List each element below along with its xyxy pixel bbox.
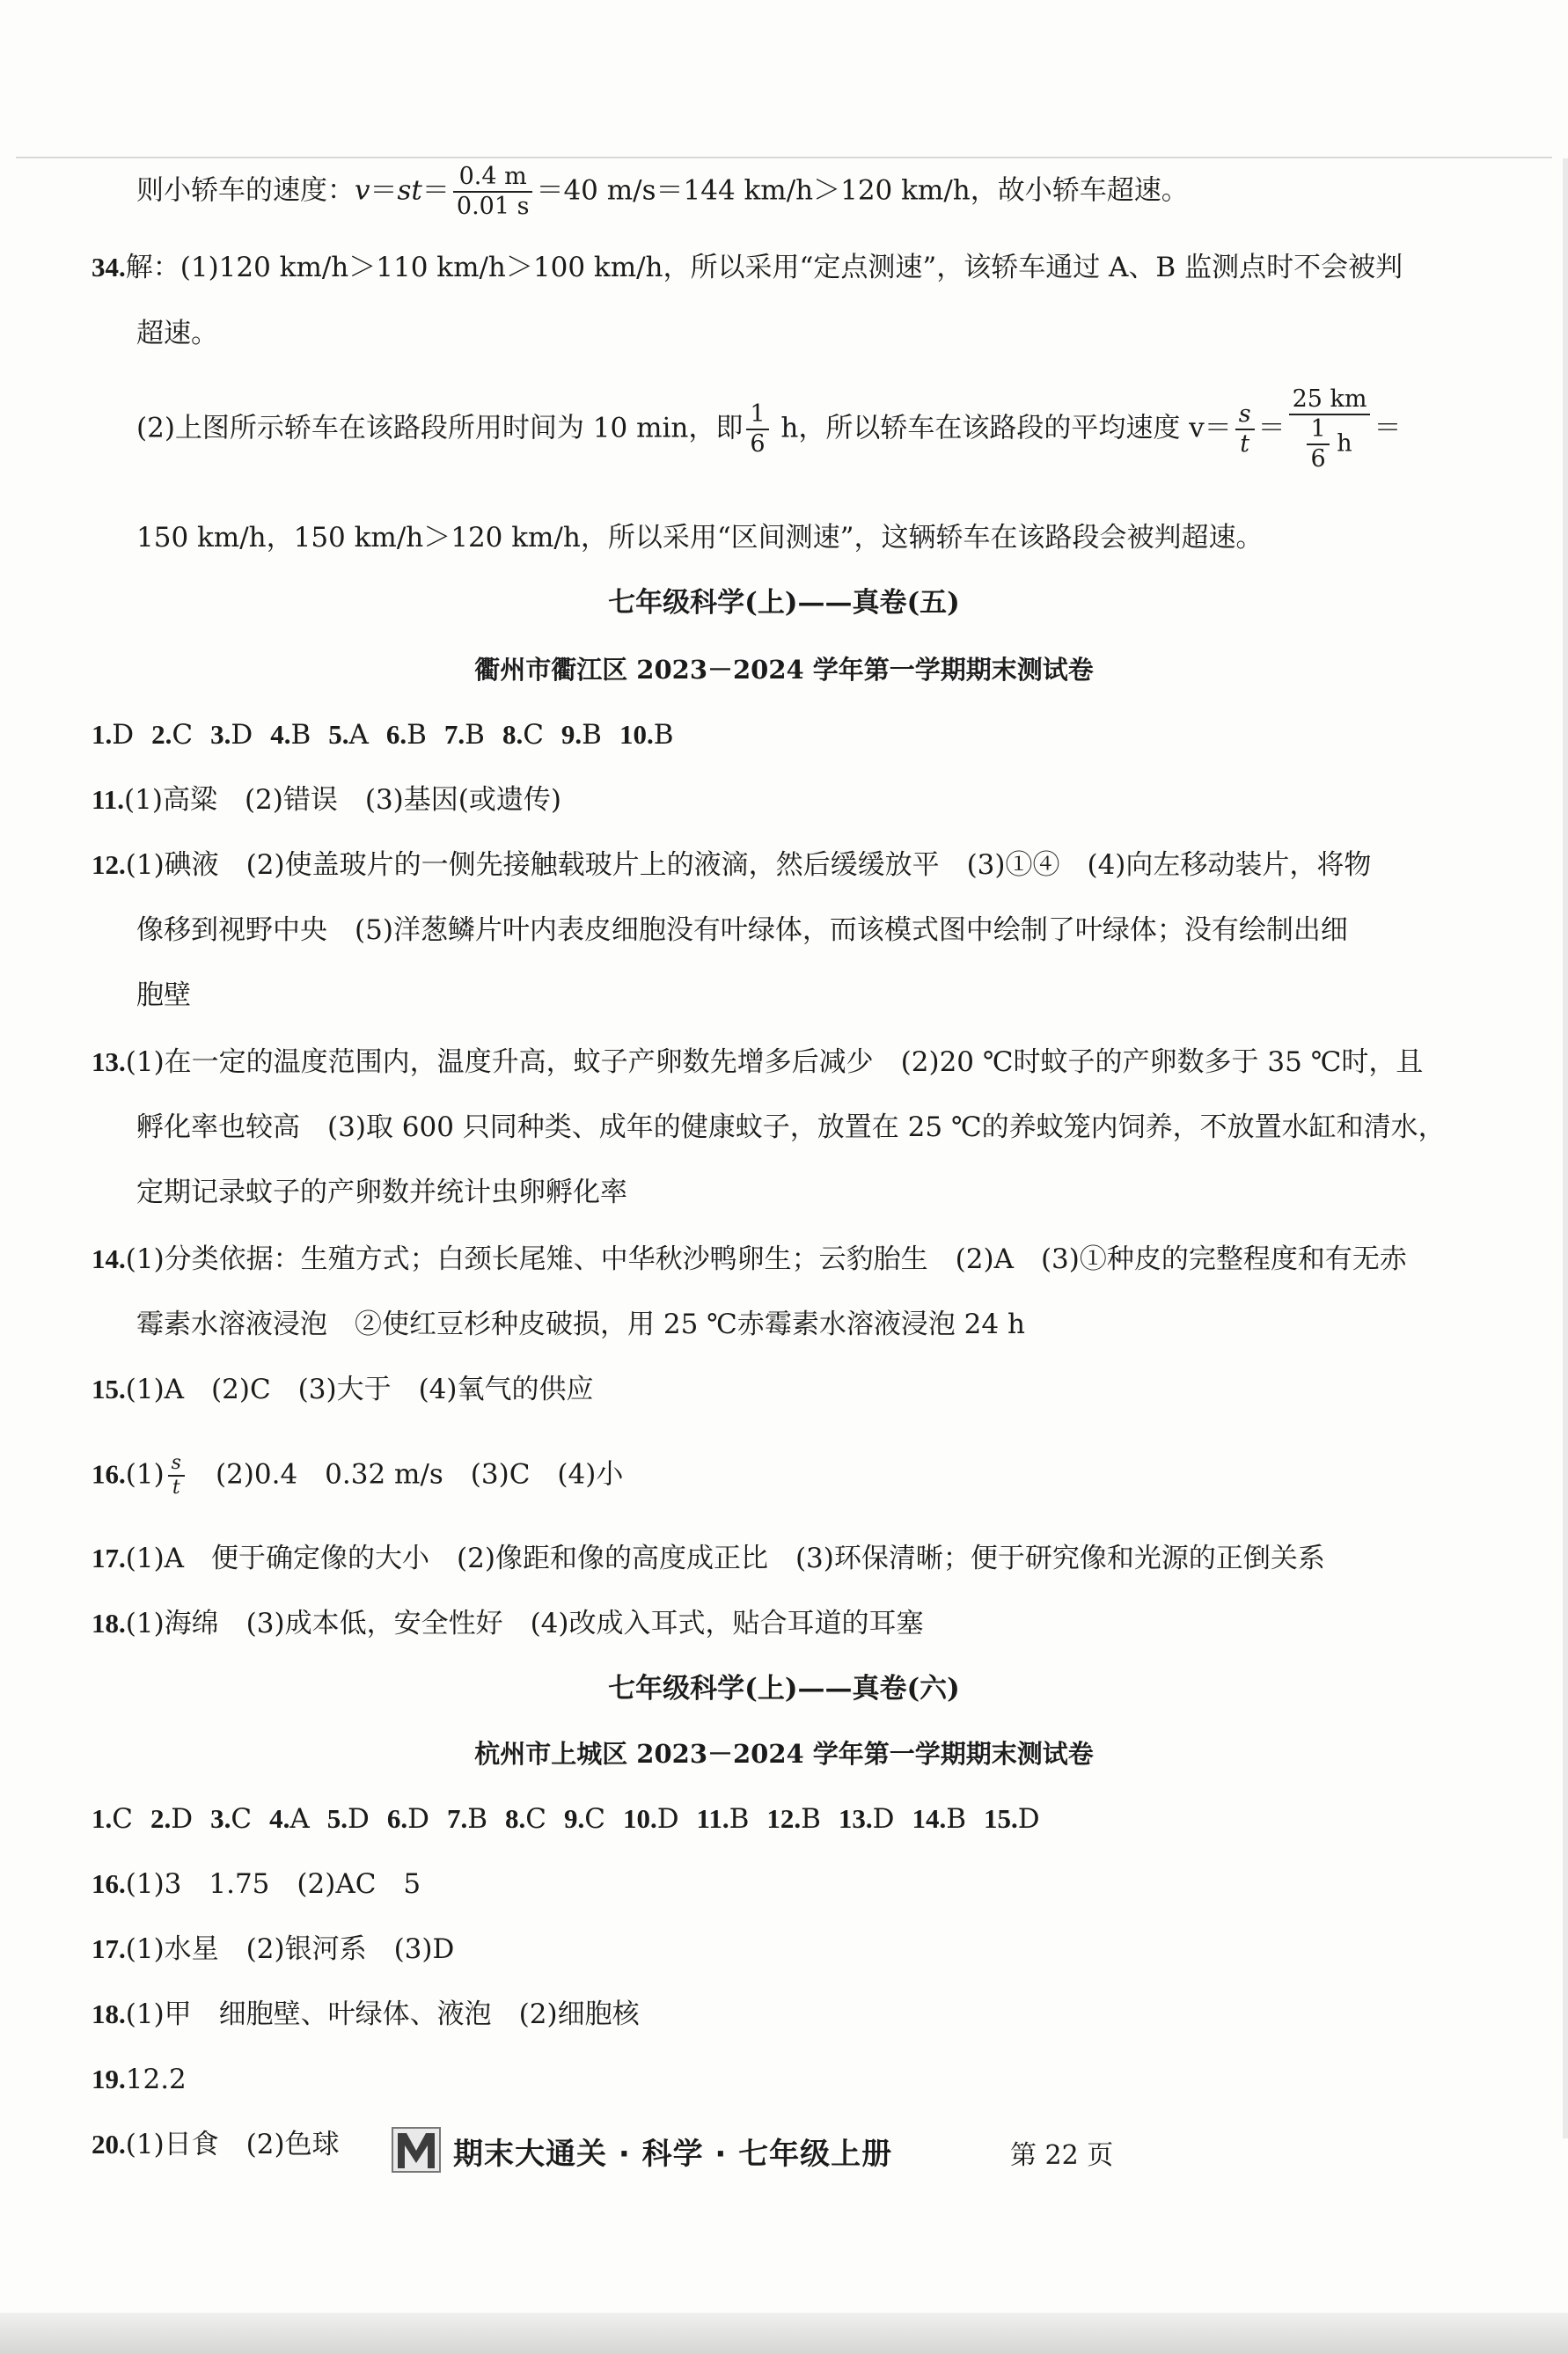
choice-answer: [984, 1803, 1040, 1835]
answer-letter: C: [231, 1803, 253, 1835]
q34-line3: (2)上图所示轿车在该路段所用时间为 10 min，即 $\frac{1}{6}$ h，所以轿车在该路段的平均速度 v＝ $\frac{s}{t}$ ＝ 25 km $\frac{1}{6}$ h ＝: [136, 385, 1402, 473]
question-number: 4.: [269, 1803, 290, 1834]
choice-answer: [210, 1803, 252, 1835]
question-number: 13.: [838, 1803, 873, 1834]
s6-q20: 20.(1)日食 (2)色球: [92, 2129, 340, 2160]
choice-answer: [564, 1803, 605, 1835]
choice-answer: [270, 719, 311, 751]
answer-letter: C: [525, 1803, 546, 1835]
choice-answer: [269, 1803, 310, 1835]
fraction-distance-time: $\frac{0.4 m}{0.01 s}$: [453, 163, 533, 221]
question-number: 1.: [92, 719, 113, 750]
question-number: 7.: [446, 1803, 468, 1834]
fraction-s-over-t: $\frac{s}{t}$: [168, 1452, 185, 1500]
question-number: 6.: [386, 1803, 408, 1834]
page-edge-shade: [1563, 158, 1568, 2138]
answer-letter: B: [946, 1803, 967, 1835]
answer-letter: D: [1017, 1803, 1040, 1835]
question-number: 9.: [563, 1803, 585, 1834]
answer-letter: D: [231, 719, 253, 751]
answer-letter: D: [656, 1803, 679, 1835]
answer-letter: B: [290, 719, 311, 751]
question-number: 2.: [150, 1803, 172, 1834]
choice-answer: [561, 719, 602, 751]
choice-answer: [387, 1803, 429, 1835]
s5-q14-line1: 14.(1)分类依据：生殖方式；白颈长尾雉、中华秋沙鸭卵生；云豹胎生 (2)A (3)①种皮的完整程度和有无赤: [92, 1243, 1407, 1275]
choice-answer: [447, 1803, 487, 1835]
question-number: 8.: [504, 1803, 526, 1834]
question-number: 5.: [326, 1803, 348, 1834]
q34-line2: 超速。: [136, 318, 218, 349]
question-number: 9.: [561, 719, 583, 750]
choice-answer: [92, 1803, 133, 1835]
choice-answer: [327, 1803, 370, 1835]
section6-choice-answers: [92, 1800, 1471, 1837]
s5-q12-line1: 12.(1)碘液 (2)使盖玻片的一侧先接触载玻片上的液滴，然后缓缓放平 (3)①④ (4)向左移动装片，将物: [92, 849, 1372, 881]
answer-letter: C: [584, 1803, 605, 1835]
choice-answer: [92, 719, 134, 751]
page-bottom-shadow: [0, 2313, 1568, 2354]
answer-letter: B: [465, 719, 485, 751]
answer-letter: A: [348, 719, 369, 751]
choice-answer: [505, 1803, 546, 1835]
question-number: 6.: [385, 719, 407, 750]
choice-answer: [766, 1803, 821, 1835]
s6-q19: 19.12.2: [92, 2064, 187, 2095]
choice-answer: [151, 719, 193, 751]
s5-q13-line1: 13.(1)在一定的温度范围内，温度升高，蚊子产卵数先增多后减少 (2)20 ℃时蚊子的产卵数多于 35 ℃时，且: [92, 1046, 1424, 1078]
s5-q15: 15.(1)A (2)C (3)大于 (4)氧气的供应: [92, 1374, 594, 1405]
question-number: 12.: [766, 1803, 802, 1834]
question-number: 7.: [443, 719, 465, 750]
question-number: 14.: [912, 1803, 947, 1834]
q34-line1: 34.解：(1)120 km/h＞110 km/h＞100 km/h，所以采用“定点测速”，该轿车通过 A、B 监测点时不会被判: [92, 252, 1403, 283]
answer-letter: C: [172, 719, 194, 751]
s5-q12-line3: 胞壁: [136, 979, 191, 1011]
choice-answer: [912, 1803, 967, 1835]
s6-q16: 16.(1)3 1.75 (2)AC 5: [92, 1868, 421, 1900]
s5-q12-line2: 像移到视野中央 (5)洋葱鳞片叶内表皮细胞没有叶绿体，而该模式图中绘制了叶绿体；没有绘制出细: [136, 914, 1348, 946]
section5-title: 七年级科学(上)——真卷(五): [608, 587, 960, 619]
s6-q18: 18.(1)甲 细胞壁、叶绿体、液泡 (2)细胞核: [92, 1998, 640, 2030]
s6-q17: 17.(1)水星 (2)银河系 (3)D: [92, 1933, 455, 1965]
section5-subtitle: 衢州市衢江区 2023－2024 学年第一学期期末测试卷: [474, 655, 1094, 685]
answer-letter: B: [467, 1803, 487, 1835]
choice-answer: [444, 719, 485, 751]
s5-q14-line2: 霉素水溶液浸泡 ②使红豆杉种皮破损，用 25 ℃赤霉素水溶液浸泡 24 h: [136, 1309, 1025, 1340]
question-number: 3.: [210, 1803, 231, 1834]
answer-letter: D: [171, 1803, 194, 1835]
choice-answer: [619, 719, 674, 751]
s5-q17: 17.(1)A 便于确定像的大小 (2)像距和像的高度成正比 (3)环保清晰；便于研究像和光源的正倒关系: [92, 1543, 1325, 1574]
s5-q11: 11.(1)高粱 (2)错误 (3)基因(或遗传): [92, 784, 561, 816]
section5-choice-answers: [92, 716, 1471, 753]
choice-answer: [328, 719, 369, 751]
footer-book-title: 期末大通关 · 科学 · 七年级上册: [453, 2137, 893, 2172]
book-series-logo-icon: [391, 2124, 442, 2175]
answer-letter: D: [112, 719, 135, 751]
question-number: 11.: [696, 1803, 729, 1834]
question-number: 4.: [270, 719, 291, 750]
answer-letter: C: [112, 1803, 133, 1835]
question-number: 8.: [502, 719, 524, 750]
answer-letter: D: [407, 1803, 429, 1835]
question-number: 15.: [984, 1803, 1018, 1834]
section6-title: 七年级科学(上)——真卷(六): [608, 1673, 960, 1705]
s5-q13-line2: 孵化率也较高 (3)取 600 只同种类、成年的健康蚊子，放置在 25 ℃的养蚊笼内饲养，不放置水缸和清水，: [136, 1111, 1446, 1143]
answer-letter: A: [289, 1803, 310, 1835]
choice-answer: [623, 1803, 679, 1835]
choice-answer: [839, 1803, 895, 1835]
s5-q18: 18.(1)海绵 (3)成本低，安全性好 (4)改成入耳式，贴合耳道的耳塞: [92, 1608, 924, 1639]
answer-letter: B: [653, 719, 674, 751]
q33-conclusion: 则小轿车的速度：v＝st＝ $\frac{0.4 m}{0.01 s}$ ＝40 m/s＝144 km/h＞120 km/h，故小轿车超速。: [136, 163, 1189, 220]
choice-answer: [697, 1803, 750, 1835]
question-number: 2.: [151, 719, 172, 750]
question-number: 10.: [619, 719, 654, 750]
fraction-one-sixth: $\frac{1}{6}$: [746, 400, 768, 458]
fraction-s-over-t: $\frac{s}{t}$: [1235, 400, 1255, 458]
answer-letter: C: [523, 719, 544, 751]
question-number: 3.: [210, 719, 231, 750]
choice-answer: [386, 719, 427, 751]
fraction-speed: 25 km $\frac{1}{6}$ h: [1289, 385, 1371, 473]
question-number: 5.: [328, 719, 349, 750]
answer-letter: D: [872, 1803, 895, 1835]
question-number: 10.: [622, 1803, 657, 1834]
footer-page-number: 第 22 页: [1010, 2140, 1114, 2171]
answer-letter: B: [407, 719, 427, 751]
choice-answer: [502, 719, 544, 751]
top-rule: [16, 157, 1552, 158]
s5-q16: 16.(1) $\frac{s}{t}$ (2)0.4 0.32 m/s (3)C (4)小: [92, 1452, 624, 1499]
answer-letter: B: [582, 719, 602, 751]
choice-answer: [150, 1803, 193, 1835]
q34-line4: 150 km/h，150 km/h＞120 km/h，所以采用“区间测速”，这辆轿车在该路段会被判超速。: [136, 522, 1264, 554]
section6-subtitle: 杭州市上城区 2023－2024 学年第一学期期末测试卷: [474, 1739, 1094, 1769]
choice-answer: [210, 719, 253, 751]
answer-letter: D: [347, 1803, 370, 1835]
answer-letter: B: [801, 1803, 821, 1835]
answer-letter: B: [729, 1803, 750, 1835]
s5-q13-line3: 定期记录蚊子的产卵数并统计虫卵孵化率: [136, 1177, 627, 1208]
question-number: 1.: [92, 1803, 113, 1834]
